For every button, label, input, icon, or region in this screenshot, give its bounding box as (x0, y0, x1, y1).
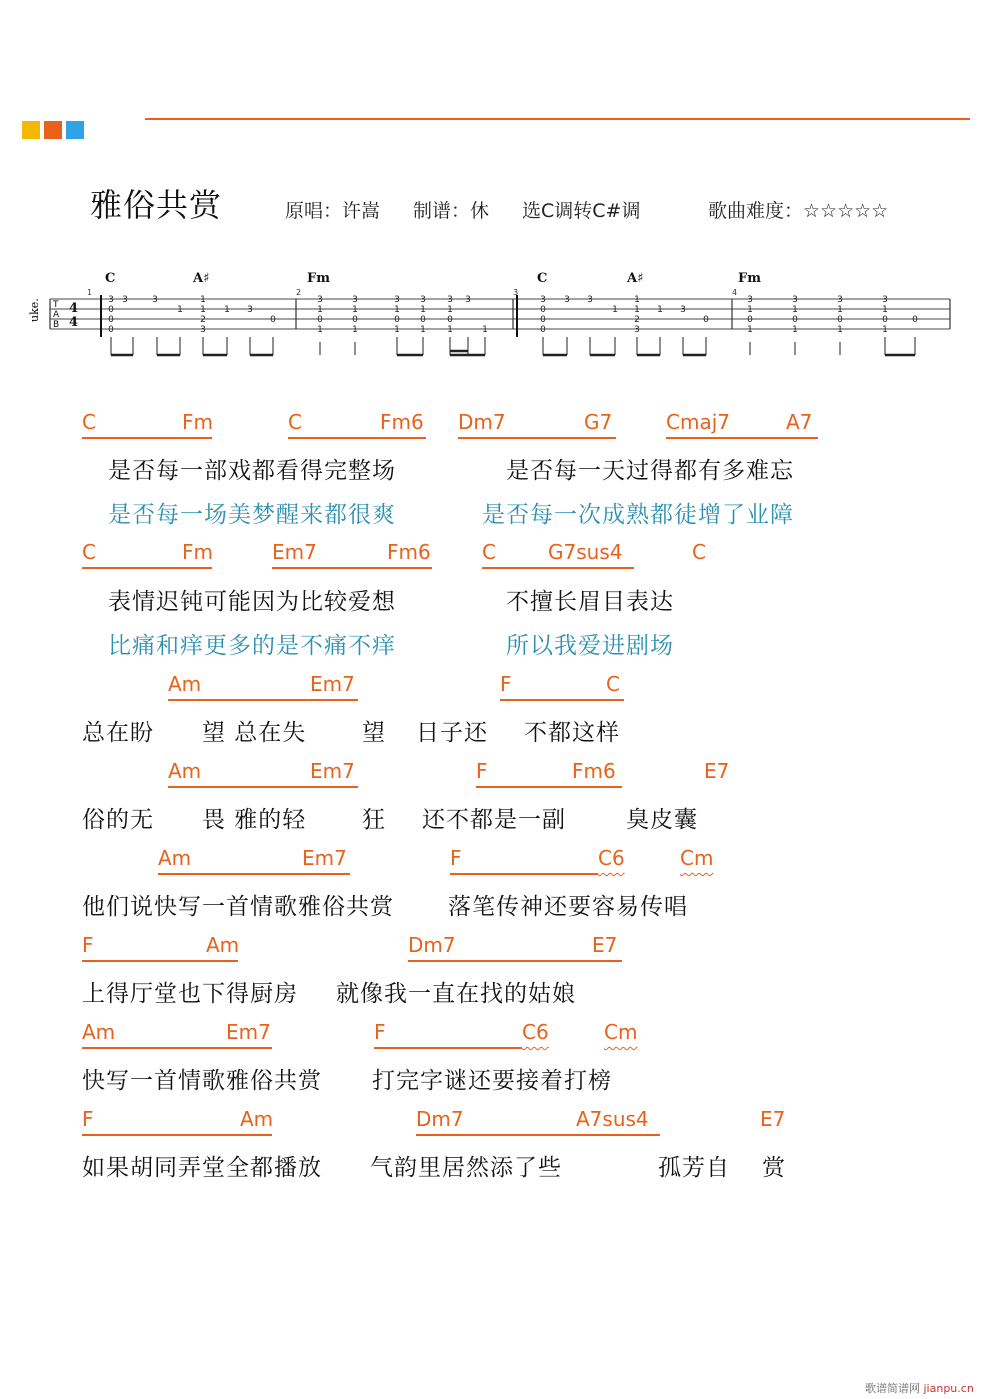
lyric-line-alt: 是否每一场美梦醒来都很爽 (108, 502, 396, 528)
svg-text:1: 1 (352, 305, 358, 315)
tab-instrument-label: uke. (28, 298, 41, 322)
svg-text:1: 1 (482, 325, 488, 335)
lyric-fragment: 俗的无 (82, 807, 154, 833)
tab-string-b: B (53, 320, 60, 330)
song-title: 雅俗共赏 (90, 186, 223, 224)
svg-text:1: 1 (882, 305, 888, 315)
svg-text:3: 3 (394, 295, 400, 305)
watermark-url: jianpu.cn (923, 1382, 974, 1395)
svg-text:3: 3 (540, 295, 546, 305)
strum-arrow-icon (101, 295, 517, 337)
svg-text:0: 0 (420, 315, 426, 325)
lyric-fragment: 气韵里居然添了些 (370, 1155, 562, 1181)
svg-text:1: 1 (837, 325, 843, 335)
chord-underline (482, 567, 634, 569)
blue-square (66, 121, 84, 139)
svg-text:1: 1 (657, 305, 663, 315)
chord-underline (82, 437, 212, 439)
chord-label: Em7 (272, 540, 317, 564)
chord-label: C6 (522, 1020, 549, 1044)
svg-text:4: 4 (69, 301, 79, 316)
chord-underline (374, 1047, 522, 1049)
chord-label: Fm (182, 410, 213, 434)
chord-underline (168, 699, 358, 701)
difficulty-info: 歌曲难度：☆☆☆☆☆ (708, 200, 889, 222)
lyric-line: 打完字谜还要接着打榜 (372, 1068, 612, 1094)
chord-underline (288, 437, 426, 439)
lyric-fragment: 赏 (762, 1155, 786, 1181)
lyric-line: 不擅长眉目表达 (506, 589, 674, 615)
lyric-fragment: 望 (362, 720, 386, 746)
svg-text:0: 0 (394, 315, 400, 325)
svg-text:0: 0 (108, 315, 114, 325)
svg-text:1: 1 (792, 325, 798, 335)
singer-info: 原唱：许嵩 (285, 200, 381, 222)
svg-text:1: 1 (200, 305, 206, 315)
lyric-fragment: 日子还 (416, 720, 488, 746)
svg-text:2: 2 (200, 315, 206, 325)
measure-number: 3 (513, 288, 519, 297)
svg-text:1: 1 (352, 325, 358, 335)
svg-text:3: 3 (152, 295, 158, 305)
svg-text:1: 1 (317, 305, 323, 315)
chord-label: Am (240, 1107, 274, 1131)
chord-label: F (374, 1020, 386, 1044)
chord-underline (666, 437, 818, 439)
chord-label: F (450, 846, 462, 870)
tab-chord: C (537, 271, 548, 286)
svg-text:3: 3 (317, 295, 323, 305)
lyric-fragment: 不都这样 (524, 720, 620, 746)
svg-text:3: 3 (564, 295, 570, 305)
lyric-fragment: 望 总在失 (202, 720, 307, 746)
chord-label: F (82, 933, 94, 957)
chord-label: Cm (604, 1020, 638, 1044)
chord-label: Fm (182, 540, 213, 564)
svg-text:3: 3 (792, 295, 798, 305)
svg-text:1: 1 (317, 325, 323, 335)
svg-text:1: 1 (177, 305, 183, 315)
lyric-fragment: 畏 雅的轻 (202, 807, 307, 833)
chord-label: G7 (584, 410, 613, 434)
chord-underline (168, 786, 358, 788)
chord-label: C (82, 540, 96, 564)
svg-text:3: 3 (420, 295, 426, 305)
lyric-fragment: 总在盼 (82, 720, 154, 746)
lyric-line: 是否每一部戏都看得完整场 (108, 458, 396, 484)
chord-underline (476, 786, 622, 788)
svg-text:0: 0 (108, 325, 114, 335)
tab-rhythm-beams (111, 351, 915, 355)
lyric-line-alt: 是否每一次成熟都徒增了业障 (482, 502, 794, 528)
chord-label: C (482, 540, 496, 564)
chord-label: C (606, 672, 620, 696)
chord-underline (158, 873, 350, 875)
svg-text:0: 0 (447, 315, 453, 325)
lyric-fragment: 臭皮囊 (626, 807, 698, 833)
tab-string-t: T (53, 300, 59, 310)
lyric-line: 快写一首情歌雅俗共赏 (82, 1068, 322, 1094)
svg-text:0: 0 (837, 315, 843, 325)
svg-text:1: 1 (394, 305, 400, 315)
svg-text:3: 3 (122, 295, 128, 305)
svg-text:1: 1 (837, 305, 843, 315)
lyric-fragment: 还不都是一副 (422, 807, 566, 833)
arranger-info: 制谱：休 (413, 200, 490, 222)
svg-text:1: 1 (612, 305, 618, 315)
svg-text:1: 1 (747, 305, 753, 315)
chord-label: C (692, 540, 706, 564)
chord-label: Am (158, 846, 192, 870)
yellow-square (22, 121, 40, 139)
svg-text:1: 1 (447, 305, 453, 315)
chord-underline (82, 960, 238, 962)
chord-label: Fm6 (387, 540, 431, 564)
chord-underline (450, 873, 598, 875)
svg-text:3: 3 (837, 295, 843, 305)
measure-number: 4 (732, 288, 738, 297)
svg-text:0: 0 (270, 315, 276, 325)
tab-chord: A♯ (627, 271, 644, 286)
lyric-line: 就像我一直在找的姑娘 (336, 981, 576, 1007)
watermark (865, 1380, 974, 1396)
chord-label: F (476, 759, 488, 783)
chord-label: E7 (704, 759, 730, 783)
tab-string-a: A (53, 310, 60, 320)
svg-text:0: 0 (352, 315, 358, 325)
tab-strings (50, 299, 950, 329)
ukulele-tab (25, 262, 960, 372)
chord-label: Cm (680, 846, 714, 870)
svg-text:3: 3 (352, 295, 358, 305)
svg-text:3: 3 (108, 295, 114, 305)
header-rule (145, 118, 970, 120)
chord-label: G7sus4 (548, 540, 623, 564)
chord-label: E7 (760, 1107, 786, 1131)
chord-label: Am (168, 672, 202, 696)
svg-text:1: 1 (792, 305, 798, 315)
svg-text:4: 4 (69, 315, 79, 330)
chord-underline (458, 437, 616, 439)
lyric-fragment: 如果胡同弄堂全都播放 (82, 1155, 322, 1181)
svg-text:1: 1 (224, 305, 230, 315)
svg-text:1: 1 (447, 325, 453, 335)
tab-chord: Fm (738, 271, 761, 286)
tab-chord: Fm (307, 271, 330, 286)
chord-label: Fm6 (572, 759, 616, 783)
svg-text:0: 0 (540, 305, 546, 315)
svg-text:0: 0 (540, 325, 546, 335)
chord-underline (82, 567, 212, 569)
svg-text:0: 0 (912, 315, 918, 325)
chord-label: Am (168, 759, 202, 783)
chord-underline (272, 567, 432, 569)
lyric-line-alt: 比痛和痒更多的是不痛不痒 (108, 633, 396, 659)
tab-chord: A♯ (193, 271, 210, 286)
svg-text:1: 1 (634, 305, 640, 315)
svg-text:1: 1 (200, 295, 206, 305)
lyric-line: 上得厅堂也下得厨房 (82, 981, 298, 1007)
svg-text:1: 1 (882, 325, 888, 335)
chord-label: Dm7 (458, 410, 506, 434)
lyric-line: 表情迟钝可能因为比较爱想 (108, 589, 396, 615)
chord-underline (416, 1134, 660, 1136)
svg-text:1: 1 (420, 325, 426, 335)
tab-chord: C (105, 271, 116, 286)
chord-underline (500, 699, 624, 701)
chord-label: Em7 (226, 1020, 271, 1044)
svg-text:3: 3 (882, 295, 888, 305)
chord-label: C (288, 410, 302, 434)
chord-label: Fm6 (380, 410, 424, 434)
chord-label: Am (206, 933, 240, 957)
watermark-site: 歌谱简谱网 (865, 1382, 920, 1395)
measure-number: 1 (87, 288, 93, 297)
chord-label: F (82, 1107, 94, 1131)
chord-label: E7 (592, 933, 618, 957)
svg-text:1: 1 (394, 325, 400, 335)
orange-square (44, 121, 62, 139)
chord-label: Dm7 (408, 933, 456, 957)
lyric-line: 他们说快写一首情歌雅俗共赏 (82, 894, 394, 920)
svg-text:2: 2 (634, 315, 640, 325)
svg-text:0: 0 (703, 315, 709, 325)
chord-label: Em7 (310, 672, 355, 696)
lyric-line-alt: 所以我爱进剧场 (506, 633, 674, 659)
chord-label: Cmaj7 (666, 410, 730, 434)
chord-label: Em7 (302, 846, 347, 870)
chord-underline (82, 1047, 272, 1049)
svg-text:0: 0 (882, 315, 888, 325)
chord-label: Em7 (310, 759, 355, 783)
chord-label: A7sus4 (576, 1107, 649, 1131)
svg-text:1: 1 (747, 325, 753, 335)
chord-underline (82, 1134, 272, 1136)
lyric-fragment: 狂 (362, 807, 386, 833)
svg-text:3: 3 (634, 325, 640, 335)
svg-text:0: 0 (747, 315, 753, 325)
tab-rhythm-stems (111, 337, 915, 355)
svg-text:1: 1 (634, 295, 640, 305)
key-info: 选C调转C#调 (522, 200, 641, 222)
svg-text:3: 3 (465, 295, 471, 305)
measure-number: 2 (296, 288, 302, 297)
time-signature (69, 301, 78, 330)
lyric-fragment: 孤芳自 (658, 1155, 730, 1181)
chord-label: Dm7 (416, 1107, 464, 1131)
chord-label: F (500, 672, 512, 696)
svg-text:0: 0 (108, 305, 114, 315)
lyric-line: 落笔传神还要容易传唱 (448, 894, 688, 920)
svg-text:1: 1 (420, 305, 426, 315)
svg-text:3: 3 (447, 295, 453, 305)
lyric-line: 是否每一天过得都有多难忘 (506, 458, 794, 484)
svg-text:3: 3 (200, 325, 206, 335)
chord-label: Am (82, 1020, 116, 1044)
svg-text:0: 0 (540, 315, 546, 325)
chord-label: C (82, 410, 96, 434)
svg-text:3: 3 (680, 305, 686, 315)
svg-text:0: 0 (317, 315, 323, 325)
svg-text:3: 3 (587, 295, 593, 305)
chord-label: C6 (598, 846, 625, 870)
tab-barlines (50, 299, 950, 329)
chord-label: A7 (786, 410, 813, 434)
svg-text:3: 3 (247, 305, 253, 315)
chord-underline (408, 960, 622, 962)
svg-text:0: 0 (792, 315, 798, 325)
svg-text:3: 3 (747, 295, 753, 305)
